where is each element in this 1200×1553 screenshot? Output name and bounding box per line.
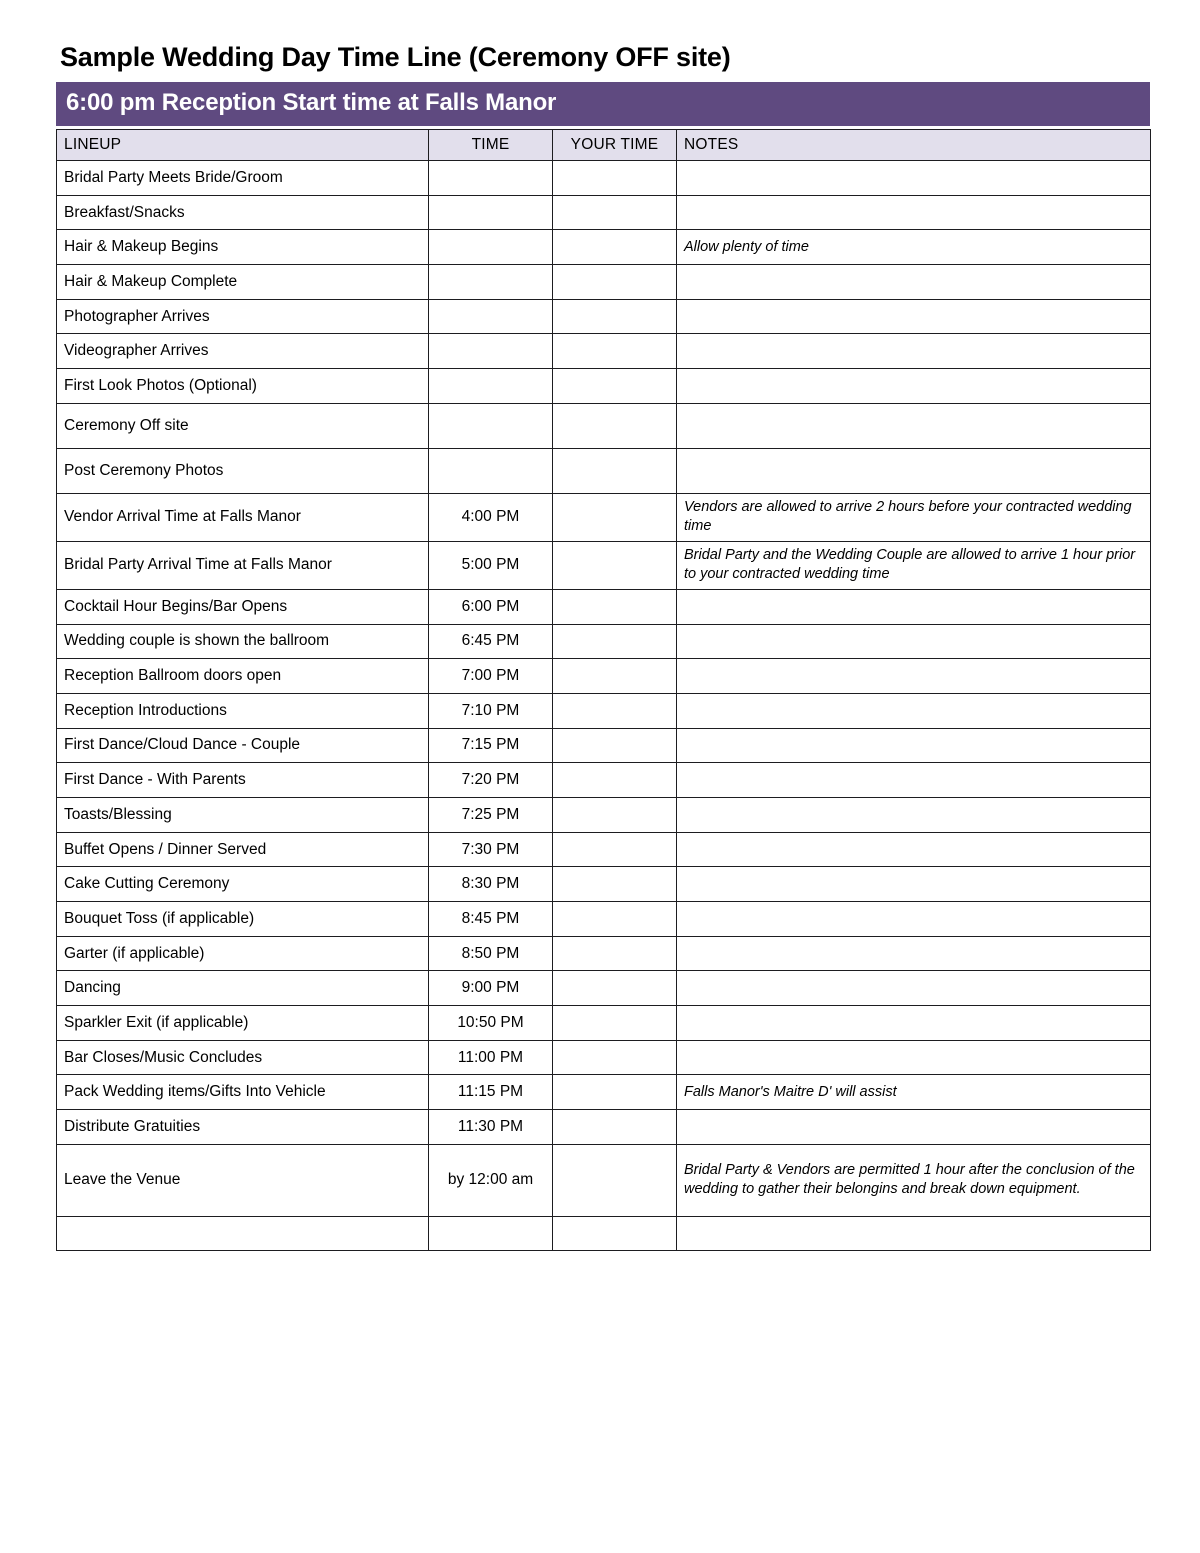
- cell-time: 11:30 PM: [429, 1110, 553, 1145]
- cell-lineup: Bridal Party Meets Bride/Groom: [57, 161, 429, 196]
- cell-lineup: Ceremony Off site: [57, 403, 429, 448]
- cell-your-time[interactable]: [553, 693, 677, 728]
- table-row: [57, 1144, 1151, 1216]
- table-row: [57, 624, 1151, 659]
- table-row: [57, 1040, 1151, 1075]
- table-row: [57, 334, 1151, 369]
- cell-lineup: Garter (if applicable): [57, 936, 429, 971]
- cell-notes: [677, 728, 1151, 763]
- table-row: [57, 369, 1151, 404]
- cell-time: [429, 403, 553, 448]
- cell-notes: [677, 797, 1151, 832]
- cell-time: 7:10 PM: [429, 693, 553, 728]
- cell-your-time[interactable]: [553, 161, 677, 196]
- table-row: [57, 161, 1151, 196]
- cell-lineup: Leave the Venue: [57, 1144, 429, 1216]
- cell-your-time[interactable]: [553, 265, 677, 300]
- cell-lineup: Bouquet Toss (if applicable): [57, 902, 429, 937]
- cell-your-time[interactable]: [553, 936, 677, 971]
- cell-lineup: Breakfast/Snacks: [57, 195, 429, 230]
- cell-notes: Bridal Party and the Wedding Couple are allowed to arrive 1 hour prior to your contracted wedding time: [677, 541, 1151, 589]
- cell-time: 8:50 PM: [429, 936, 553, 971]
- cell-time: 11:00 PM: [429, 1040, 553, 1075]
- table-row: [57, 936, 1151, 971]
- cell-your-time[interactable]: [553, 195, 677, 230]
- cell-time: 7:00 PM: [429, 659, 553, 694]
- cell-your-time[interactable]: [553, 1144, 677, 1216]
- cell-notes: [677, 1040, 1151, 1075]
- cell-time: [429, 230, 553, 265]
- cell-notes: Bridal Party & Vendors are permitted 1 hour after the conclusion of the wedding to gather their belongins and break down equipment.: [677, 1144, 1151, 1216]
- cell-time: 10:50 PM: [429, 1006, 553, 1041]
- cell-your-time[interactable]: [553, 369, 677, 404]
- table-row: [57, 1216, 1151, 1250]
- cell-notes: Allow plenty of time: [677, 230, 1151, 265]
- cell-time: 8:45 PM: [429, 902, 553, 937]
- cell-your-time[interactable]: [553, 867, 677, 902]
- column-header-time: TIME: [429, 130, 553, 161]
- cell-notes: [677, 299, 1151, 334]
- cell-time: [429, 448, 553, 493]
- cell-lineup: First Dance/Cloud Dance - Couple: [57, 728, 429, 763]
- cell-your-time[interactable]: [553, 763, 677, 798]
- table-row: [57, 1110, 1151, 1145]
- cell-lineup: Photographer Arrives: [57, 299, 429, 334]
- cell-notes: [677, 195, 1151, 230]
- cell-your-time[interactable]: [553, 1110, 677, 1145]
- cell-lineup: Wedding couple is shown the ballroom: [57, 624, 429, 659]
- cell-your-time[interactable]: [553, 334, 677, 369]
- table-row: [57, 541, 1151, 589]
- cell-time: 4:00 PM: [429, 493, 553, 541]
- table-row: [57, 971, 1151, 1006]
- cell-notes: [677, 1006, 1151, 1041]
- cell-your-time[interactable]: [553, 1075, 677, 1110]
- cell-lineup: Vendor Arrival Time at Falls Manor: [57, 493, 429, 541]
- cell-time: [429, 1216, 553, 1250]
- cell-your-time[interactable]: [553, 797, 677, 832]
- cell-notes: [677, 693, 1151, 728]
- cell-notes: [677, 448, 1151, 493]
- table-row: [57, 195, 1151, 230]
- cell-lineup: Hair & Makeup Complete: [57, 265, 429, 300]
- cell-time: by 12:00 am: [429, 1144, 553, 1216]
- cell-notes: [677, 1216, 1151, 1250]
- cell-lineup: Toasts/Blessing: [57, 797, 429, 832]
- cell-time: [429, 195, 553, 230]
- cell-lineup: Sparkler Exit (if applicable): [57, 1006, 429, 1041]
- cell-notes: Vendors are allowed to arrive 2 hours before your contracted wedding time: [677, 493, 1151, 541]
- cell-time: 9:00 PM: [429, 971, 553, 1006]
- cell-lineup: Bar Closes/Music Concludes: [57, 1040, 429, 1075]
- cell-lineup: Hair & Makeup Begins: [57, 230, 429, 265]
- cell-your-time[interactable]: [553, 624, 677, 659]
- cell-notes: [677, 1110, 1151, 1145]
- table-row: [57, 693, 1151, 728]
- cell-lineup: Bridal Party Arrival Time at Falls Manor: [57, 541, 429, 589]
- cell-time: 6:00 PM: [429, 589, 553, 624]
- table-row: [57, 265, 1151, 300]
- cell-notes: Falls Manor's Maitre D' will assist: [677, 1075, 1151, 1110]
- cell-notes: [677, 589, 1151, 624]
- cell-lineup: Reception Ballroom doors open: [57, 659, 429, 694]
- table-row: [57, 659, 1151, 694]
- cell-your-time[interactable]: [553, 493, 677, 541]
- table-row: [57, 1075, 1151, 1110]
- cell-notes: [677, 403, 1151, 448]
- cell-notes: [677, 265, 1151, 300]
- cell-your-time[interactable]: [553, 230, 677, 265]
- cell-your-time[interactable]: [553, 448, 677, 493]
- table-row: [57, 867, 1151, 902]
- cell-your-time[interactable]: [553, 1040, 677, 1075]
- table-body: [57, 161, 1151, 1251]
- cell-time: 11:15 PM: [429, 1075, 553, 1110]
- cell-time: [429, 265, 553, 300]
- cell-lineup: Cocktail Hour Begins/Bar Opens: [57, 589, 429, 624]
- cell-notes: [677, 867, 1151, 902]
- cell-time: [429, 161, 553, 196]
- cell-your-time[interactable]: [553, 541, 677, 589]
- table-row: [57, 493, 1151, 541]
- table-row: [57, 299, 1151, 334]
- cell-your-time[interactable]: [553, 403, 677, 448]
- cell-your-time[interactable]: [553, 1006, 677, 1041]
- column-header-lineup: LINEUP: [57, 130, 429, 161]
- table-row: [57, 589, 1151, 624]
- cell-lineup: Buffet Opens / Dinner Served: [57, 832, 429, 867]
- table-row: [57, 403, 1151, 448]
- cell-your-time[interactable]: [553, 728, 677, 763]
- cell-your-time[interactable]: [553, 589, 677, 624]
- table-row: [57, 448, 1151, 493]
- cell-your-time[interactable]: [553, 299, 677, 334]
- cell-lineup: Reception Introductions: [57, 693, 429, 728]
- table-row: [57, 902, 1151, 937]
- column-header-notes: NOTES: [677, 130, 1151, 161]
- cell-notes: [677, 161, 1151, 196]
- cell-lineup: Dancing: [57, 971, 429, 1006]
- cell-time: 5:00 PM: [429, 541, 553, 589]
- table-row: [57, 797, 1151, 832]
- cell-your-time[interactable]: [553, 659, 677, 694]
- cell-notes: [677, 369, 1151, 404]
- cell-lineup: Post Ceremony Photos: [57, 448, 429, 493]
- cell-notes: [677, 659, 1151, 694]
- cell-your-time[interactable]: [553, 902, 677, 937]
- cell-your-time[interactable]: [553, 971, 677, 1006]
- cell-your-time[interactable]: [553, 832, 677, 867]
- cell-notes: [677, 971, 1151, 1006]
- cell-lineup: Distribute Gratuities: [57, 1110, 429, 1145]
- cell-time: [429, 299, 553, 334]
- cell-time: 6:45 PM: [429, 624, 553, 659]
- reception-start-banner: 6:00 pm Reception Start time at Falls Manor: [56, 82, 1150, 126]
- page-title: Sample Wedding Day Time Line (Ceremony OFF site): [60, 42, 731, 72]
- cell-your-time[interactable]: [553, 1216, 677, 1250]
- cell-time: 8:30 PM: [429, 867, 553, 902]
- table-row: [57, 230, 1151, 265]
- cell-time: 7:20 PM: [429, 763, 553, 798]
- cell-time: [429, 369, 553, 404]
- cell-time: 7:25 PM: [429, 797, 553, 832]
- cell-lineup: Cake Cutting Ceremony: [57, 867, 429, 902]
- table-header-row: [57, 130, 1151, 161]
- cell-notes: [677, 763, 1151, 798]
- table-row: [57, 1006, 1151, 1041]
- cell-lineup: Videographer Arrives: [57, 334, 429, 369]
- cell-notes: [677, 832, 1151, 867]
- cell-time: [429, 334, 553, 369]
- cell-notes: [677, 936, 1151, 971]
- table-row: [57, 832, 1151, 867]
- cell-time: 7:15 PM: [429, 728, 553, 763]
- cell-time: 7:30 PM: [429, 832, 553, 867]
- column-header-your-time: YOUR TIME: [553, 130, 677, 161]
- cell-notes: [677, 334, 1151, 369]
- cell-lineup: [57, 1216, 429, 1250]
- cell-lineup: Pack Wedding items/Gifts Into Vehicle: [57, 1075, 429, 1110]
- cell-lineup: First Dance - With Parents: [57, 763, 429, 798]
- cell-lineup: First Look Photos (Optional): [57, 369, 429, 404]
- wedding-timeline-table: [56, 129, 1151, 1251]
- table-row: [57, 728, 1151, 763]
- table-header: [57, 130, 1151, 161]
- cell-notes: [677, 624, 1151, 659]
- cell-notes: [677, 902, 1151, 937]
- table-row: [57, 763, 1151, 798]
